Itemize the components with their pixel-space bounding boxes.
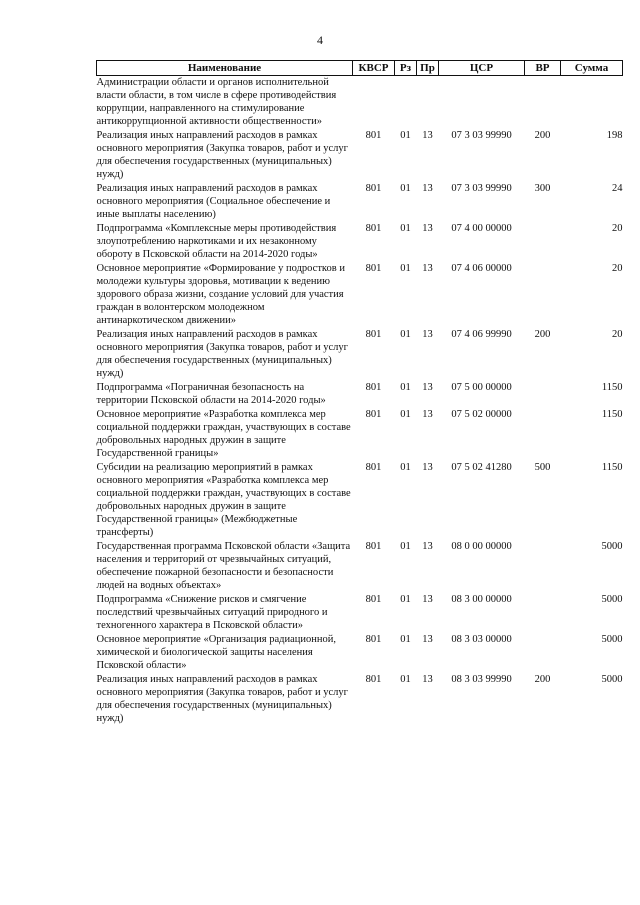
cell-rz: 01 xyxy=(400,674,411,685)
cell-vr: 500 xyxy=(534,462,551,473)
cell-csr: 07 5 02 41280 xyxy=(451,462,512,473)
cell-sum: 1150 xyxy=(601,409,623,420)
cell-kvsr: 801 xyxy=(365,183,382,194)
cell-kvsr: 801 xyxy=(365,223,382,234)
cell-sum: 24 xyxy=(612,183,623,194)
cell-rz: 01 xyxy=(400,223,411,234)
cell-vr xyxy=(525,540,561,593)
cell-pr: 13 xyxy=(422,382,433,393)
table-row xyxy=(97,262,623,328)
cell-kvsr: 801 xyxy=(365,329,382,340)
cell-pr: 13 xyxy=(422,462,433,473)
cell-rz: 01 xyxy=(400,183,411,194)
cell-vr xyxy=(525,633,561,673)
cell-csr xyxy=(439,76,525,130)
cell-kvsr: 801 xyxy=(365,382,382,393)
header-name: Наименование xyxy=(97,61,353,76)
table-row xyxy=(97,593,623,633)
cell-pr: 13 xyxy=(422,634,433,645)
cell-name: Реализация иных направлений расходов в рамках основного мероприятия (Социальное обеспечение и иные выплаты населению) xyxy=(96,183,331,220)
cell-rz: 01 xyxy=(400,382,411,393)
cell-kvsr: 801 xyxy=(365,409,382,420)
cell-kvsr: 801 xyxy=(365,634,382,645)
cell-vr: 200 xyxy=(534,130,551,141)
cell-name: Субсидии на реализацию мероприятий в рамках основного мероприятия «Разработка комплекса мер социальной поддержки граждан, участвующих в составе добровольных народных дружин в защите Государственной границы» (Межбюджетные трансферты) xyxy=(96,462,351,538)
cell-pr: 13 xyxy=(422,674,433,685)
cell-vr xyxy=(525,222,561,262)
cell-name: Подпрограмма «Снижение рисков и смягчение последствий чрезвычайных ситуаций природного и техногенного характера в Псковской области» xyxy=(96,594,328,631)
header-vr: ВР xyxy=(525,61,561,76)
cell-sum xyxy=(561,76,623,130)
table-row xyxy=(97,76,623,130)
header-csr: ЦСР xyxy=(439,61,525,76)
cell-name: Подпрограмма «Пограничная безопасность на территории Псковской области на 2014-2020 годы» xyxy=(96,382,326,406)
cell-vr xyxy=(525,408,561,461)
cell-sum: 198 xyxy=(606,130,623,141)
cell-csr: 07 4 06 00000 xyxy=(451,263,512,274)
cell-pr xyxy=(417,76,439,130)
table-row xyxy=(97,633,623,673)
cell-vr xyxy=(525,76,561,130)
cell-sum: 5000 xyxy=(601,674,623,685)
table-row xyxy=(97,540,623,593)
cell-rz: 01 xyxy=(400,634,411,645)
cell-csr: 07 5 00 00000 xyxy=(451,382,512,393)
cell-kvsr: 801 xyxy=(365,541,382,552)
cell-sum: 5000 xyxy=(601,634,623,645)
table-row xyxy=(97,381,623,408)
cell-vr xyxy=(525,381,561,408)
cell-vr: 300 xyxy=(534,183,551,194)
cell-csr: 08 3 03 00000 xyxy=(451,634,512,645)
table-header-row xyxy=(97,61,623,76)
cell-name: Администрации области и органов исполнительной власти области, в том числе в сфере противодействия коррупции, направленного на стимулирование антикоррупционной активности общественности» xyxy=(96,77,337,127)
cell-name: Государственная программа Псковской области «Защита населения и территорий от чрезвычайных ситуаций, обеспечение пожарной безопасности и безопасности людей на водных объектах» xyxy=(96,541,351,591)
cell-kvsr: 801 xyxy=(365,263,382,274)
cell-pr: 13 xyxy=(422,223,433,234)
cell-sum: 5000 xyxy=(601,594,623,605)
cell-pr: 13 xyxy=(422,594,433,605)
cell-kvsr: 801 xyxy=(365,594,382,605)
cell-vr xyxy=(525,593,561,633)
table-row xyxy=(97,328,623,381)
cell-kvsr: 801 xyxy=(365,130,382,141)
budget-table xyxy=(96,60,623,726)
cell-sum: 5000 xyxy=(601,541,623,552)
cell-pr: 13 xyxy=(422,263,433,274)
header-rz: Рз xyxy=(395,61,417,76)
cell-rz: 01 xyxy=(400,263,411,274)
header-pr: Пр xyxy=(417,61,439,76)
cell-pr: 13 xyxy=(422,183,433,194)
cell-csr: 07 3 03 99990 xyxy=(451,183,512,194)
cell-rz: 01 xyxy=(400,409,411,420)
cell-name: Основное мероприятие «Разработка комплекса мер социальной поддержки граждан, участвующих в составе добровольных народных дружин в защите Государственной границы» xyxy=(96,409,351,459)
table-row xyxy=(97,408,623,461)
cell-name: Основное мероприятие «Формирование у подростков и молодежи культуры здоровья, мотивации к ведению здорового образа жизни, создание условий для участия граждан в волонтерском молодежном антинаркотическом движении» xyxy=(96,263,345,326)
cell-vr xyxy=(525,262,561,328)
cell-name: Основное мероприятие «Организация радиационной, химической и биологической защиты населения Псковской области» xyxy=(96,634,337,671)
cell-rz: 01 xyxy=(400,462,411,473)
cell-sum: 20 xyxy=(612,223,623,234)
table-row xyxy=(97,222,623,262)
cell-rz: 01 xyxy=(400,130,411,141)
cell-name: Реализация иных направлений расходов в рамках основного мероприятия (Закупка товаров, работ и услуг для обеспечения государственных (муниципальных) нужд) xyxy=(96,329,348,379)
cell-rz: 01 xyxy=(400,594,411,605)
header-kvsr: КВСР xyxy=(353,61,395,76)
cell-kvsr xyxy=(353,76,395,130)
cell-kvsr: 801 xyxy=(365,462,382,473)
cell-pr: 13 xyxy=(422,130,433,141)
table-row xyxy=(97,182,623,222)
cell-sum: 1150 xyxy=(601,462,623,473)
cell-sum: 1150 xyxy=(601,382,623,393)
cell-csr: 07 4 00 00000 xyxy=(451,223,512,234)
page-number: 4 xyxy=(317,33,323,47)
cell-rz: 01 xyxy=(400,329,411,340)
table-body xyxy=(97,76,623,727)
cell-kvsr: 801 xyxy=(365,674,382,685)
cell-vr: 200 xyxy=(534,329,551,340)
cell-csr: 08 3 00 00000 xyxy=(451,594,512,605)
table-row xyxy=(97,461,623,540)
cell-name: Подпрограмма «Комплексные меры противодействия злоупотреблению наркотиками и их незаконному обороту в Псковской области на 2014-2020 годы» xyxy=(96,223,337,260)
cell-sum: 20 xyxy=(612,329,623,340)
cell-pr: 13 xyxy=(422,329,433,340)
cell-csr: 08 0 00 00000 xyxy=(451,541,512,552)
table-row xyxy=(97,673,623,726)
cell-vr: 200 xyxy=(534,674,551,685)
cell-rz xyxy=(395,76,417,130)
cell-pr: 13 xyxy=(422,541,433,552)
cell-csr: 07 4 06 99990 xyxy=(451,329,512,340)
cell-rz: 01 xyxy=(400,541,411,552)
cell-csr: 07 3 03 99990 xyxy=(451,130,512,141)
cell-csr: 08 3 03 99990 xyxy=(451,674,512,685)
cell-pr: 13 xyxy=(422,409,433,420)
cell-name: Реализация иных направлений расходов в рамках основного мероприятия (Закупка товаров, работ и услуг для обеспечения государственных (муниципальных) нужд) xyxy=(96,130,348,180)
cell-csr: 07 5 02 00000 xyxy=(451,409,512,420)
cell-sum: 20 xyxy=(612,263,623,274)
table-row xyxy=(97,129,623,182)
header-sum: Сумма xyxy=(561,61,623,76)
cell-name: Реализация иных направлений расходов в рамках основного мероприятия (Закупка товаров, работ и услуг для обеспечения государственных (муниципальных) нужд) xyxy=(96,674,348,724)
